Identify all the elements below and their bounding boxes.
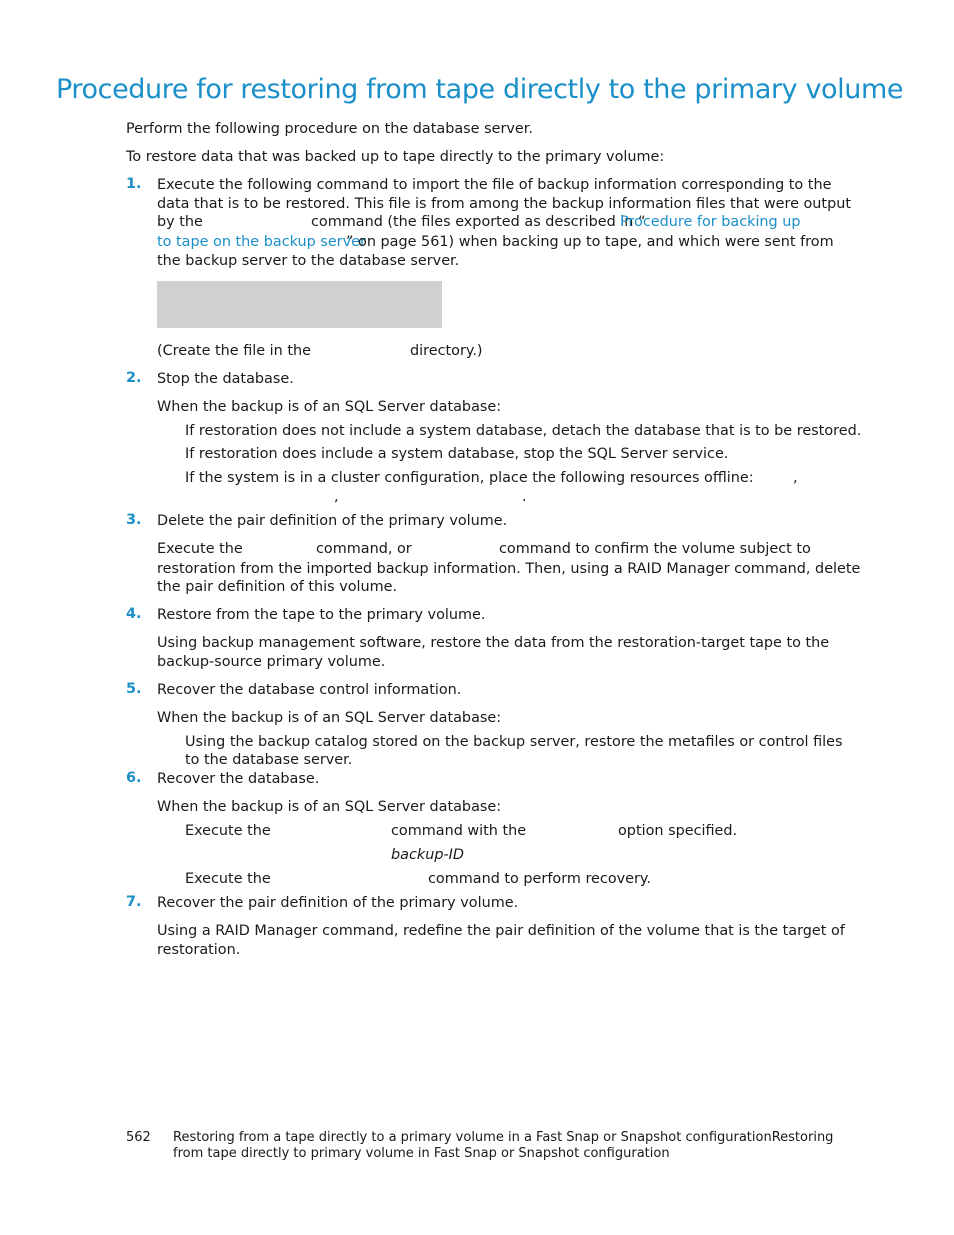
page-title: Procedure for restoring from tape directly to the primary volume (56, 74, 904, 105)
step-7-text: Recover the pair definition of the primary volume. (157, 895, 519, 911)
step-3-line-3: the pair definition of this volume. (157, 579, 398, 595)
step-6-backup-id (391, 846, 464, 865)
step-6-b2: command to perform recovery. (428, 871, 651, 887)
step-2-number: 2. (126, 370, 142, 386)
step-2-bullet-1: If restoration does not include a system database, detach the database that is to be restored. (185, 423, 862, 439)
step-2-when: When the backup is of an SQL Server database: (157, 399, 502, 415)
step-7-line-2: restoration. (157, 942, 241, 958)
step-5-number: 5. (126, 681, 142, 697)
page-number: 562 (126, 1130, 151, 1145)
step-2-text: Stop the database. (157, 371, 294, 387)
command-code-block (157, 281, 442, 328)
step-3-line-1a: Execute the (157, 541, 243, 557)
footer-line-1: Restoring from a tape directly to a primary volume in a Fast Snap or Snapshot configurationRestoring (173, 1130, 834, 1145)
step-5-text: Recover the database control information. (157, 682, 462, 698)
step-6-a3: option specified. (618, 823, 738, 839)
step-4-line-2: backup-source primary volume. (157, 654, 386, 670)
step-1-note-b: directory.) (410, 343, 483, 359)
footer-line-2: from tape directly to primary volume in Fast Snap or Snapshot configuration (173, 1146, 670, 1161)
step-1-line-5: the backup server to the database server. (157, 253, 460, 269)
step-1-number: 1. (126, 176, 142, 192)
step-2-comma-2: , (334, 489, 339, 505)
step-1-line-3b: command (the files exported as described in “ (311, 214, 646, 230)
step-6-a2: command with the (391, 823, 527, 839)
step-5-line-1: Using the backup catalog stored on the backup server, restore the metafiles or control files (185, 734, 843, 750)
step-6-when: When the backup is of an SQL Server database: (157, 799, 502, 815)
link-procedure-backing-up[interactable]: Procedure for backing up (620, 214, 801, 230)
step-3-line-1c: command to confirm the volume subject to (499, 541, 811, 557)
step-3-line-1b: command, or (316, 541, 412, 557)
step-5-when: When the backup is of an SQL Server database: (157, 710, 502, 726)
step-7-number: 7. (126, 894, 142, 910)
step-3-line-2: restoration from the imported backup information. Then, using a RAID Manager command, delete (157, 561, 861, 577)
step-1-line-4b: ” on page 561) when backing up to tape, and which were sent from (346, 234, 834, 250)
step-1-line-1: Execute the following command to import the file of backup information corresponding to the (157, 177, 832, 193)
intro-paragraph-1: Perform the following procedure on the database server. (126, 121, 533, 137)
step-6-a1: Execute the (185, 823, 271, 839)
step-2-period: . (522, 489, 527, 505)
step-4-number: 4. (126, 606, 142, 622)
step-6-b1: Execute the (185, 871, 271, 887)
link-tape-backup-server[interactable]: to tape on the backup server (157, 234, 366, 250)
step-6-text: Recover the database. (157, 771, 320, 787)
step-3-number: 3. (126, 512, 142, 528)
step-5-line-2: to the database server. (185, 752, 353, 768)
step-4-text: Restore from the tape to the primary volume. (157, 607, 486, 623)
step-1-line-2: data that is to be restored. This file is from among the backup information files that were output (157, 196, 851, 212)
intro-paragraph-2: To restore data that was backed up to tape directly to the primary volume: (126, 149, 665, 165)
step-4-line-1: Using backup management software, restore the data from the restoration-target tape to the (157, 635, 830, 651)
step-7-line-1: Using a RAID Manager command, redefine the pair definition of the volume that is the target of (157, 923, 845, 939)
step-1-note-a: (Create the file in the (157, 343, 311, 359)
step-3-text: Delete the pair definition of the primary volume. (157, 513, 508, 529)
step-2-comma-1: , (793, 470, 798, 486)
backup-id-placeholder: backup-ID (391, 847, 464, 863)
step-2-bullet-2: If restoration does include a system database, stop the SQL Server service. (185, 446, 729, 462)
step-1-line-3a: by the (157, 214, 203, 230)
step-2-bullet-3: If the system is in a cluster configuration, place the following resources offline: (185, 470, 754, 486)
step-6-number: 6. (126, 770, 142, 786)
